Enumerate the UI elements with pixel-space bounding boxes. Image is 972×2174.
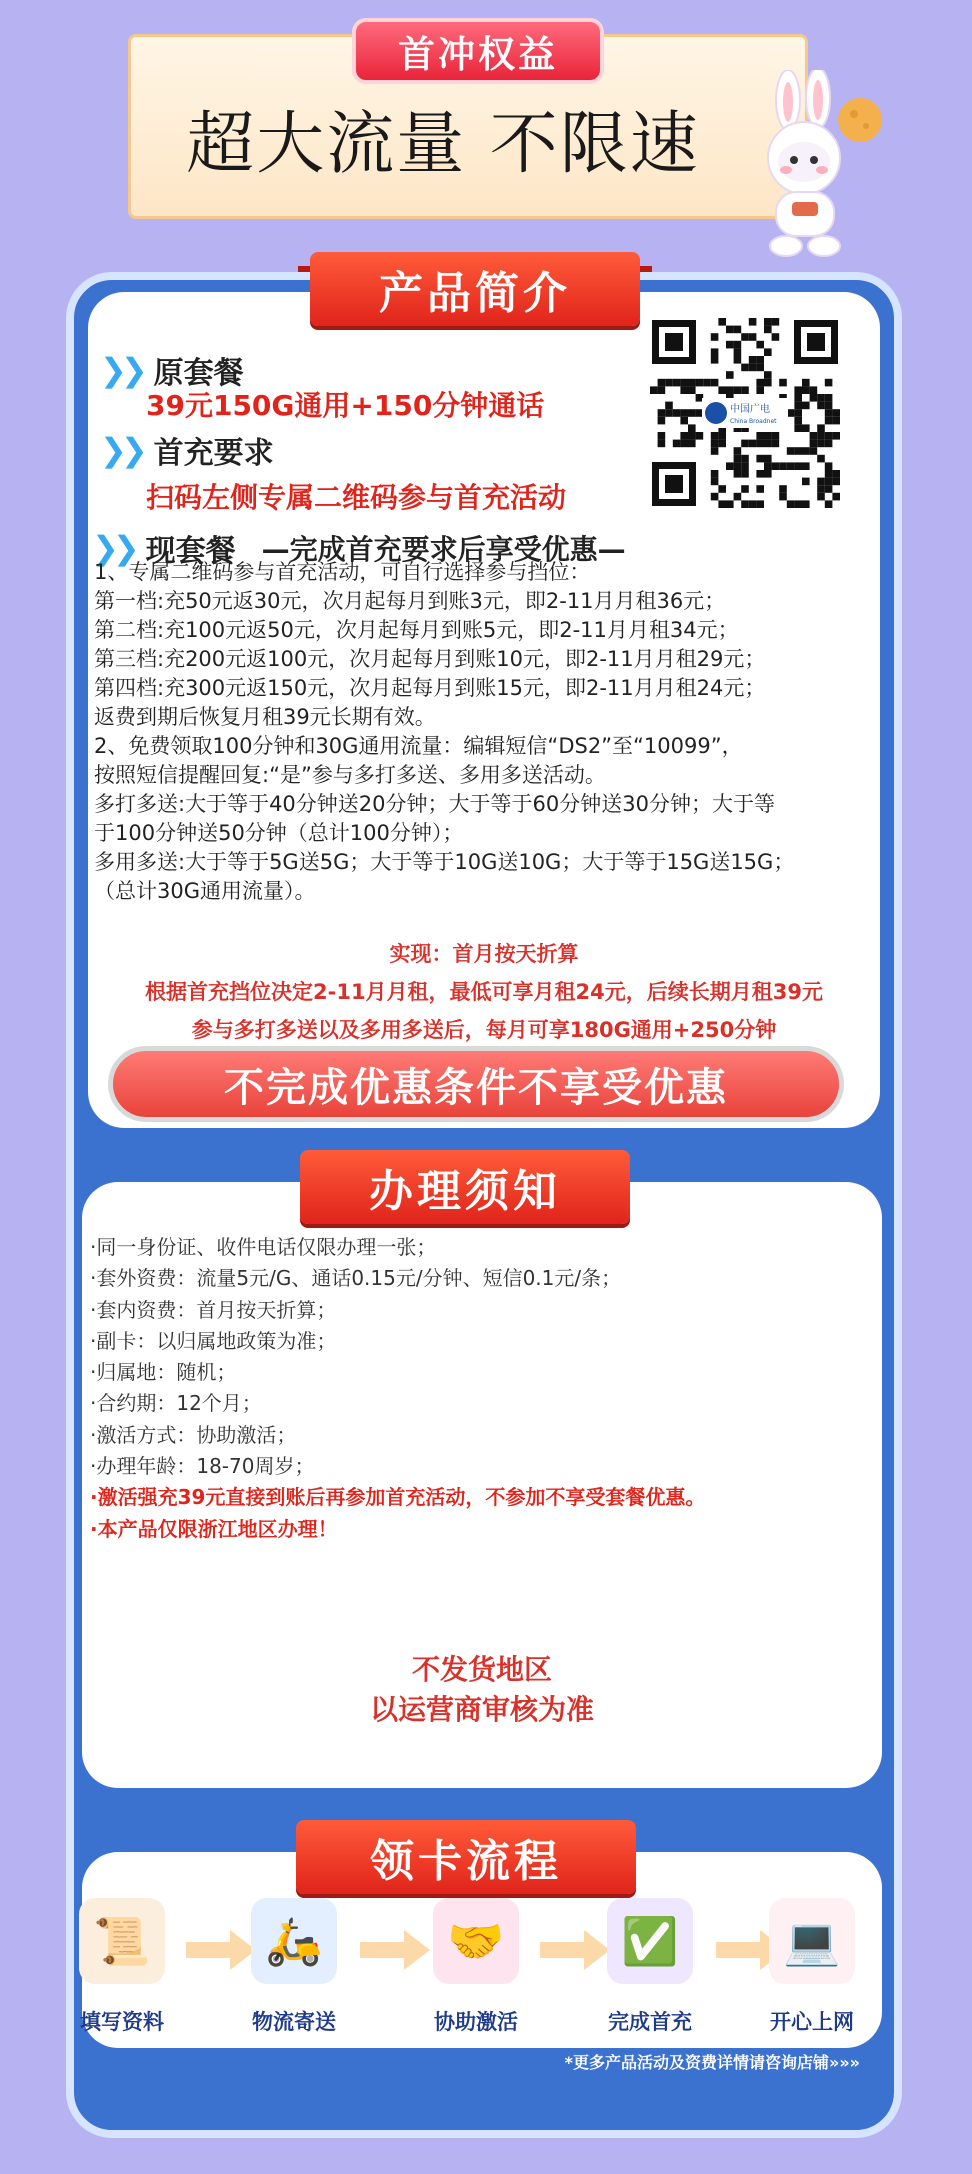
qr-module: [794, 424, 802, 432]
detail-line: 第三档:充200元返100元，次月起每月到账10元，即2-11月月租29元；: [94, 647, 766, 671]
qr-module: [726, 386, 734, 394]
step-fill-info: [52, 1898, 192, 2034]
qr-module: [832, 470, 840, 478]
qr-module: [764, 371, 772, 379]
notice-item: ·合约期：12个月；: [90, 1391, 262, 1416]
qr-module: [817, 432, 825, 440]
qr-module: [756, 379, 764, 387]
qr-module: [680, 386, 688, 394]
qr-module: [817, 402, 825, 410]
detail-line: 2、免费领取100分钟和30G通用流量：编辑短信“DS2”至“10099”，: [94, 734, 743, 758]
qr-module: [711, 447, 719, 455]
qr-module: [749, 333, 757, 341]
qr-module: [794, 447, 802, 455]
qr-module: [741, 455, 749, 463]
qr-module: [726, 500, 734, 508]
qr-module: [734, 470, 742, 478]
summary-line-2: 根据首充挡位决定2-11月月租，最低可享月租24元，后续长期月租39元: [145, 980, 823, 1004]
qr-module: [756, 500, 764, 508]
qr-module: [696, 379, 704, 387]
qr-module: [688, 386, 696, 394]
qr-module: [658, 417, 666, 425]
qr-module: [772, 462, 780, 470]
qr-module: [718, 440, 726, 448]
qr-module: [688, 409, 696, 417]
person-with-laptop-icon: 💻: [769, 1898, 855, 1984]
qr-logo-text: 中国广电: [730, 404, 770, 415]
qr-module: [810, 440, 818, 448]
qr-module: [832, 409, 840, 417]
qr-module: [825, 402, 833, 410]
notice-item: ·套外资费：流量5元/G、通话0.15元/分钟、短信0.1元/条；: [90, 1266, 622, 1291]
qr-module: [711, 356, 719, 364]
step-label: 物流寄送: [252, 2010, 336, 2034]
notice-item: ·办理年龄：18-70周岁；: [90, 1454, 315, 1479]
qr-module: [756, 440, 764, 448]
qr-module: [741, 462, 749, 470]
qr-module: [810, 386, 818, 394]
qr-module: [711, 478, 719, 486]
qr-module: [802, 379, 810, 387]
qr-module: [688, 440, 696, 448]
qr-module: [718, 500, 726, 508]
qr-module: [794, 417, 802, 425]
qr-module: [665, 379, 673, 387]
qr-module: [688, 379, 696, 387]
qr-module: [802, 462, 810, 470]
qr-module: [711, 348, 719, 356]
qr-module: [741, 470, 749, 478]
qr-module: [825, 462, 833, 470]
qr-module: [764, 318, 772, 326]
detail-line: 于100分钟送50分钟（总计100分钟）；: [94, 821, 464, 845]
qr-module: [779, 485, 787, 493]
store-inquiry-footnote: *更多产品活动及资费详情请咨询店铺»»»: [564, 2053, 860, 2072]
qr-module: [787, 447, 795, 455]
qr-module: [665, 402, 673, 410]
qr-module: [734, 386, 742, 394]
qr-module: [726, 326, 734, 334]
first-recharge-text: 扫码左侧专属二维码参与首充活动: [146, 481, 567, 514]
rabbit-mascot-icon: [730, 70, 890, 260]
qr-module: [794, 394, 802, 402]
qr-module: [825, 440, 833, 448]
qr-module: [764, 432, 772, 440]
qr-code[interactable]: [650, 318, 840, 508]
step-label: 开心上网: [770, 2010, 854, 2034]
qr-module: [832, 417, 840, 425]
qr-module: [718, 432, 726, 440]
qr-module: [680, 409, 688, 417]
summary-line-3: 参与多打多送以及多用多送后，每月可享180G通用+250分钟: [191, 1018, 777, 1042]
qr-module: [734, 447, 742, 455]
qr-module: [772, 440, 780, 448]
qr-module: [718, 485, 726, 493]
qr-module: [749, 364, 757, 372]
notice-item-important: ·本产品仅限浙江地区办理！: [90, 1516, 338, 1541]
qr-module: [817, 478, 825, 486]
step-first-recharge: [580, 1898, 720, 2034]
qr-module: [734, 493, 742, 501]
qr-module: [825, 417, 833, 425]
qr-module: [711, 440, 719, 448]
detail-line: 按照短信提醒回复:“是”参与多打多送、多用多送活动。: [94, 763, 606, 787]
qr-module: [741, 485, 749, 493]
qr-module: [779, 493, 787, 501]
step-activation: [406, 1898, 546, 2034]
qr-module: [756, 485, 764, 493]
qr-module: [756, 356, 764, 364]
qr-module: [703, 379, 711, 387]
qr-module: [749, 440, 757, 448]
current-plan-heading-label: 现套餐: [145, 534, 236, 569]
no-shipping-regions: 不发货地区: [411, 1653, 552, 1686]
original-plan-text: 39元150G通用+150分钟通话: [146, 389, 545, 422]
qr-module: [726, 371, 734, 379]
qr-module: [741, 333, 749, 341]
qr-module: [764, 462, 772, 470]
qr-module: [711, 470, 719, 478]
current-plan-details: [94, 558, 864, 906]
qr-module: [832, 478, 840, 486]
qr-module: [726, 462, 734, 470]
first-recharge-heading: [100, 428, 274, 472]
checklist-phone-icon: ✅: [607, 1898, 693, 1984]
qr-logo-subtext: China Broadnet: [730, 418, 777, 425]
ribbon-process: 领卡流程: [296, 1820, 636, 1894]
qr-module: [794, 500, 802, 508]
qr-module: [779, 379, 787, 387]
qr-module: [817, 440, 825, 448]
qr-module: [794, 386, 802, 394]
notice-item: ·套内资费：首月按天折算；: [90, 1297, 337, 1322]
notice-item-important: ·激活强充39元直接到账后再参加首充活动，不参加不享受套餐优惠。: [90, 1485, 706, 1510]
qr-module: [825, 470, 833, 478]
qr-module: [741, 364, 749, 372]
qr-module: [810, 432, 818, 440]
qr-module: [825, 379, 833, 387]
document-icon: 📜: [79, 1898, 165, 1984]
qr-module: [658, 440, 666, 448]
qr-module: [734, 348, 742, 356]
qr-module: [688, 424, 696, 432]
first-recharge-heading-label: 首充要求: [153, 436, 274, 471]
qr-module: [756, 470, 764, 478]
current-plan-subheading: —完成首充要求后享受优惠—: [261, 533, 626, 566]
qr-module: [696, 432, 704, 440]
conditions-warning-banner: 不完成优惠条件不享受优惠: [108, 1046, 844, 1122]
step-label: 完成首充: [608, 2010, 692, 2034]
notice-item: ·归属地：随机；: [90, 1360, 237, 1385]
qr-module: [680, 432, 688, 440]
operator-review-note: 以运营商审核为准: [369, 1693, 594, 1726]
qr-module: [741, 386, 749, 394]
people-helping-icon: 🤝: [433, 1898, 519, 1984]
qr-module: [711, 333, 719, 341]
qr-module: [764, 440, 772, 448]
qr-module: [749, 318, 757, 326]
qr-module: [734, 462, 742, 470]
qr-module: [802, 424, 810, 432]
qr-module: [825, 394, 833, 402]
qr-module: [764, 379, 772, 387]
qr-module: [741, 440, 749, 448]
step-label: 协助激活: [434, 2010, 518, 2034]
qr-module: [825, 478, 833, 486]
qr-module: [772, 333, 780, 341]
qr-module: [794, 409, 802, 417]
qr-module: [734, 356, 742, 364]
qr-module: [802, 447, 810, 455]
qr-module: [756, 455, 764, 463]
qr-module: [688, 432, 696, 440]
qr-module: [756, 386, 764, 394]
qr-module: [734, 455, 742, 463]
first-recharge-badge: 首冲权益: [352, 18, 604, 84]
qr-module: [817, 394, 825, 402]
qr-module: [825, 432, 833, 440]
qr-module: [817, 485, 825, 493]
step-delivery: [224, 1898, 364, 2034]
detail-line: 返费到期后恢复月租39元长期有效。: [94, 705, 436, 729]
qr-module: [794, 462, 802, 470]
ribbon-notice: 办理须知: [300, 1150, 630, 1224]
qr-module: [756, 432, 764, 440]
qr-module: [764, 348, 772, 356]
qr-module: [749, 356, 757, 364]
qr-module: [726, 341, 734, 349]
qr-module: [832, 432, 840, 440]
detail-line: 第一档:充50元返30元，次月起每月到账3元，即2-11月月租36元；: [94, 589, 726, 613]
qr-module: [711, 379, 719, 387]
qr-module: [802, 478, 810, 486]
qr-module: [658, 432, 666, 440]
headline: 超大流量 不限速: [186, 105, 700, 184]
qr-module: [825, 409, 833, 417]
qr-module: [832, 493, 840, 501]
qr-module: [802, 500, 810, 508]
qr-module: [650, 386, 658, 394]
summary-line-1: 实现：首月按天折算: [389, 942, 579, 966]
chevron-right-icon: ❯❯: [92, 529, 134, 567]
detail-line: 第四档:充300元返150元，次月起每月到账15元，即2-11月月租24元；: [94, 676, 766, 700]
qr-module: [718, 386, 726, 394]
ribbon-product-intro: 产品简介: [310, 252, 640, 326]
qr-module: [658, 409, 666, 417]
qr-module: [764, 455, 772, 463]
qr-module: [779, 462, 787, 470]
qr-module: [680, 417, 688, 425]
chevron-right-icon: ❯❯: [100, 351, 142, 389]
qr-module: [794, 402, 802, 410]
qr-module: [810, 394, 818, 402]
qr-module: [673, 440, 681, 448]
qr-module: [680, 440, 688, 448]
notice-item: ·激活方式：协助激活；: [90, 1422, 297, 1447]
courier-scooter-icon: 🛵: [251, 1898, 337, 1984]
step-enjoy-internet: [742, 1898, 882, 2034]
qr-module: [741, 500, 749, 508]
qr-module: [772, 318, 780, 326]
qr-module: [802, 402, 810, 410]
qr-module: [658, 379, 666, 387]
qr-module: [711, 432, 719, 440]
qr-module: [665, 409, 673, 417]
qr-module: [734, 326, 742, 334]
qr-module: [817, 424, 825, 432]
qr-module: [749, 500, 757, 508]
qr-module: [772, 432, 780, 440]
original-plan-heading-label: 原套餐: [153, 356, 244, 391]
chevron-right-icon: ❯❯: [100, 431, 142, 469]
qr-module: [711, 493, 719, 501]
qr-module: [817, 455, 825, 463]
qr-module: [810, 447, 818, 455]
qr-module: [756, 364, 764, 372]
qr-module: [764, 326, 772, 334]
notice-item: ·同一身份证、收件电话仅限办理一张；: [90, 1235, 437, 1259]
detail-line: 多打多送:大于等于40分钟送20分钟；大于等于60分钟送30分钟；大于等: [94, 792, 775, 816]
qr-module: [802, 386, 810, 394]
detail-line: （总计30G通用流量）。: [94, 879, 316, 903]
step-label: 填写资料: [80, 2010, 164, 2034]
detail-line: 1、专属二维码参与首充活动，可自行选择参与挡位：: [94, 560, 591, 584]
notice-item: ·副卡：以归属地政策为准；: [90, 1328, 337, 1353]
qr-module: [718, 318, 726, 326]
qr-module: [787, 462, 795, 470]
detail-line: 多用多送:大于等于5G送5G；大于等于10G送10G；大于等于15G送15G；: [94, 850, 795, 874]
detail-line: 第二档:充100元返50元，次月起每月到账5元，即2-11月月租34元；: [94, 618, 739, 642]
qr-module: [680, 379, 688, 387]
qr-module: [825, 485, 833, 493]
qr-module: [787, 500, 795, 508]
qr-module: [673, 379, 681, 387]
qr-module: [673, 409, 681, 417]
qr-module: [734, 341, 742, 349]
qr-module: [658, 386, 666, 394]
notice-list: [90, 1232, 705, 1545]
qr-module: [817, 493, 825, 501]
qr-module: [756, 341, 764, 349]
qr-module: [764, 470, 772, 478]
qr-module: [825, 500, 833, 508]
